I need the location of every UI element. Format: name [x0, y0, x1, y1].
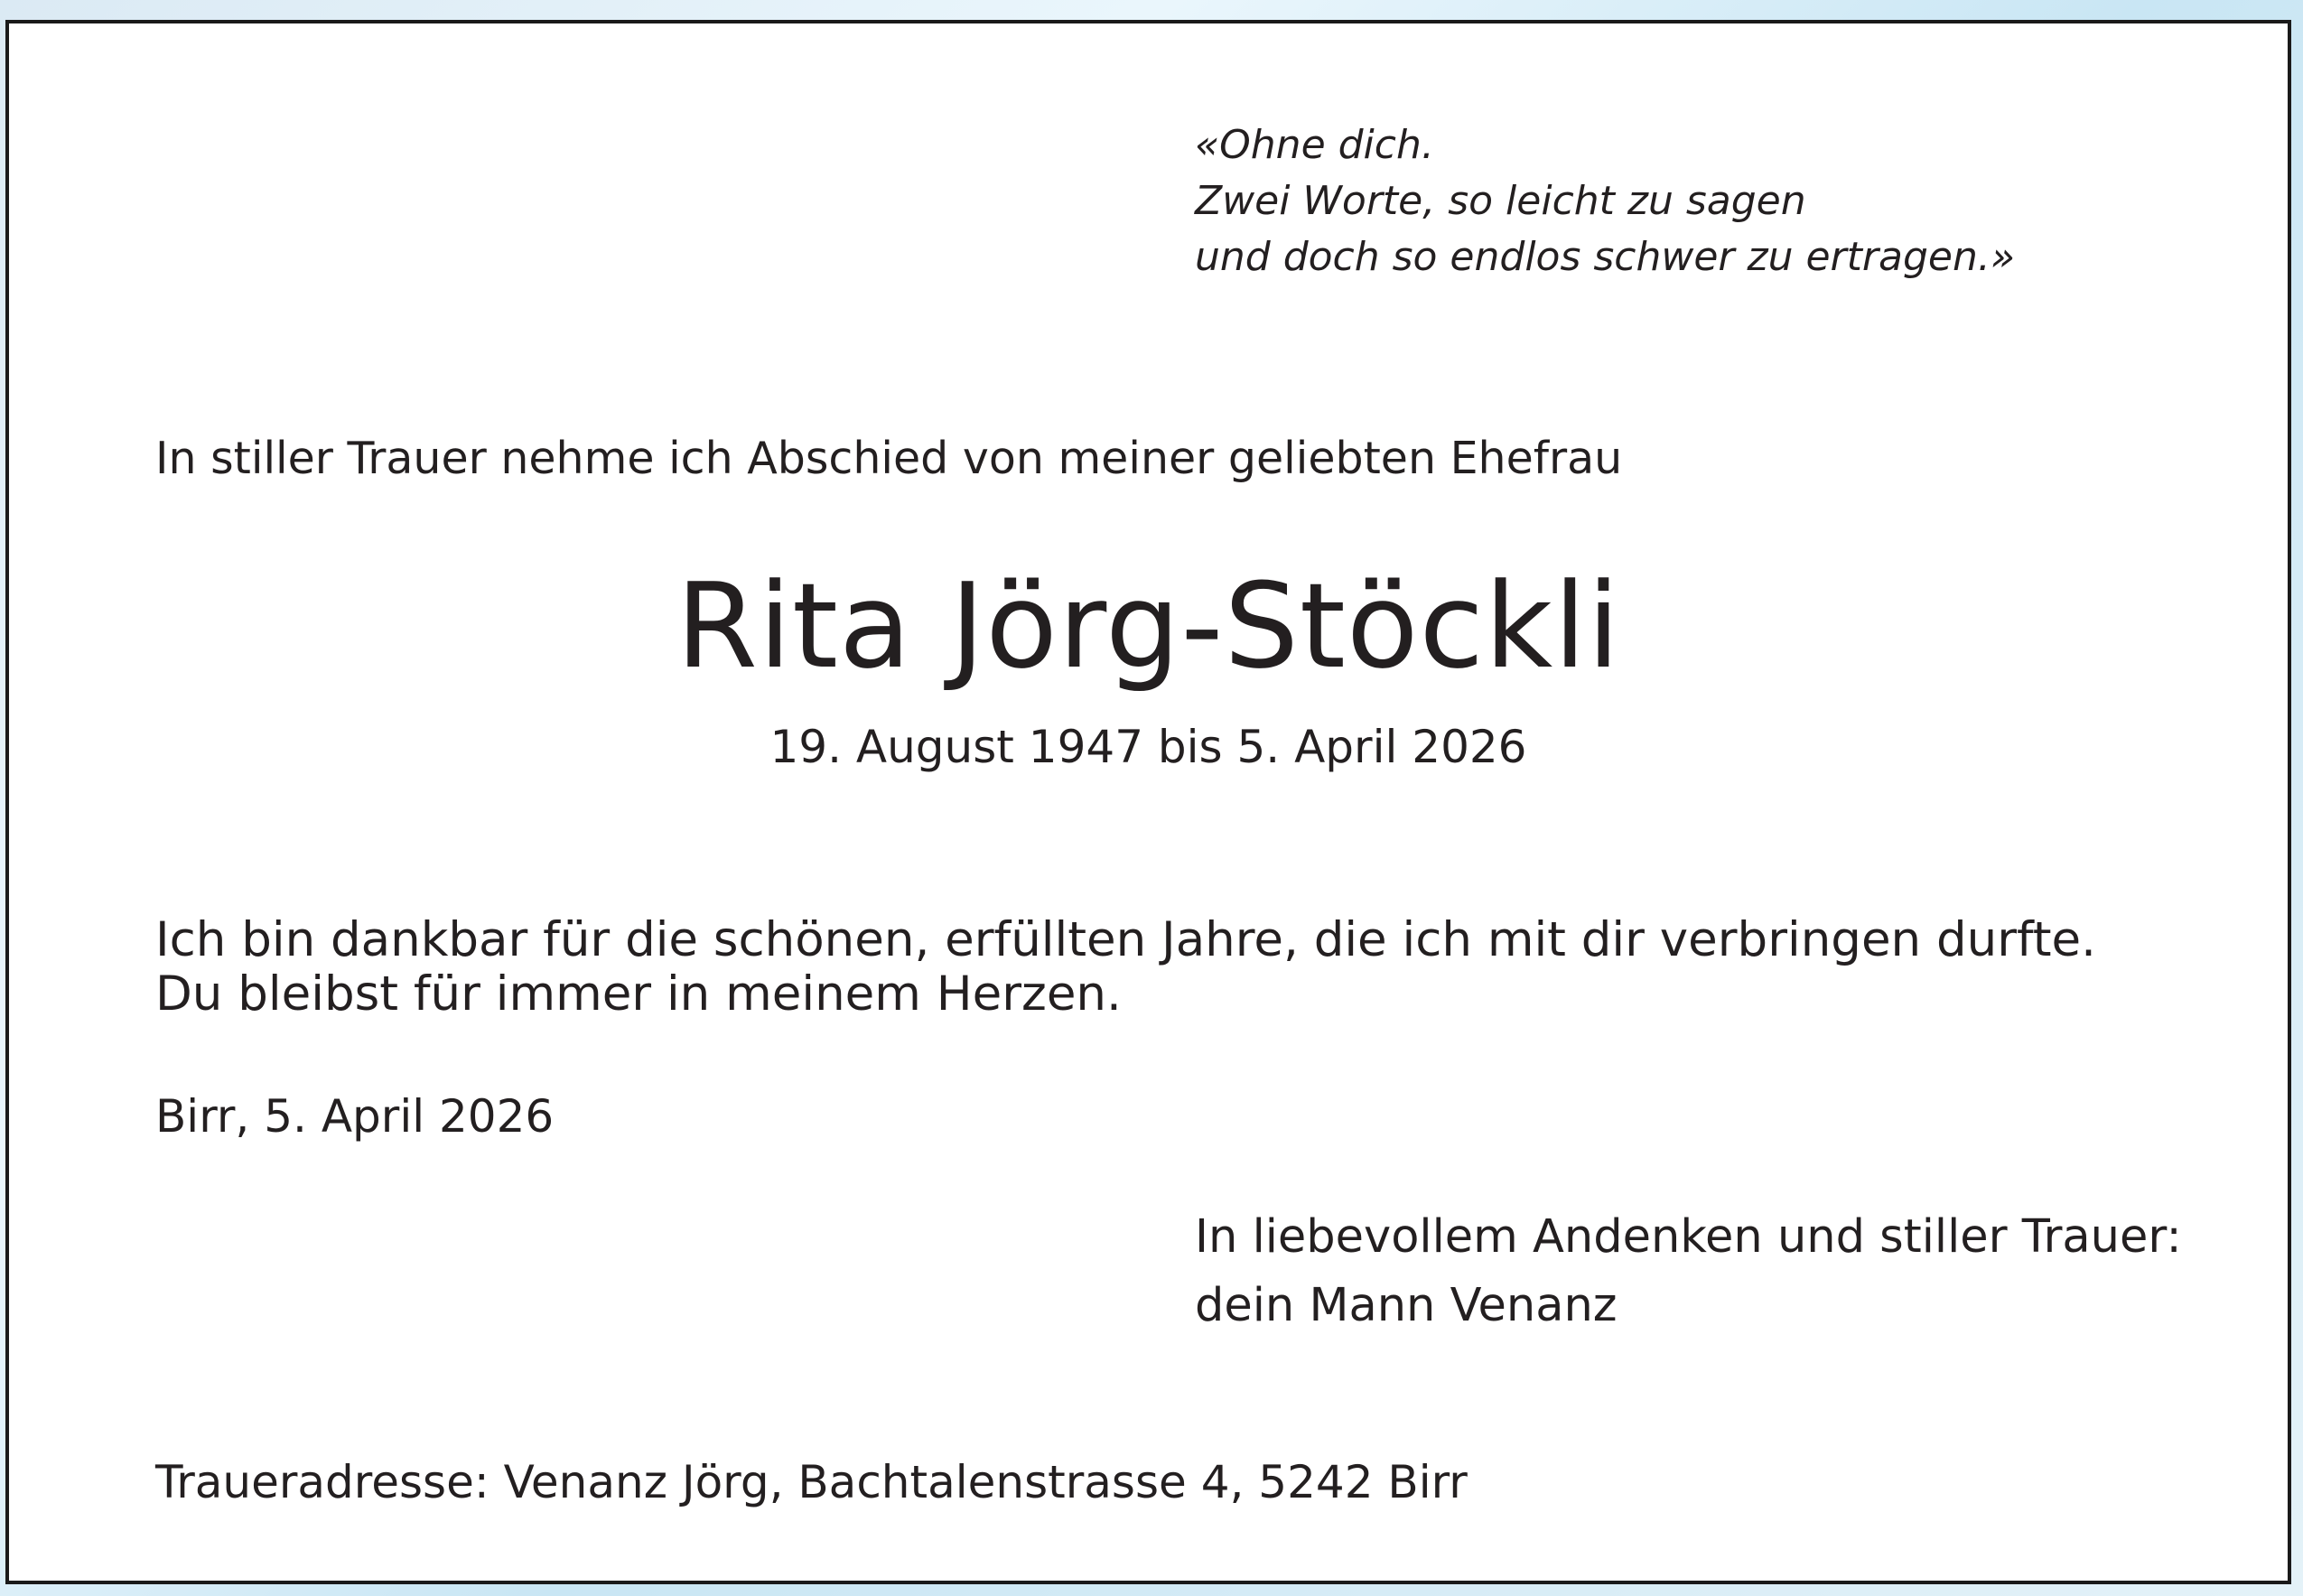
intro-text: In stiller Trauer nehme ich Abschied von meiner geliebten Ehefrau: [155, 433, 1623, 484]
deceased-name: Rita Jörg-Stöckli: [676, 557, 1621, 695]
closing-signature: [1195, 1203, 2182, 1340]
obituary-notice: [5, 20, 2291, 1584]
closing-line: In liebevollem Andenken und stiller Trauer:: [1195, 1210, 2182, 1264]
message-line: Ich bin dankbar für die schönen, erfüllten Jahre, die ich mit dir verbringen durfte.: [155, 912, 2096, 967]
message-line: Du bleibst für immer in meinem Herzen.: [155, 966, 1122, 1022]
quote-line: «Ohne dich.: [1195, 122, 1434, 168]
quote-line: und doch so endlos schwer zu ertragen.»: [1195, 234, 2015, 280]
quote-line: Zwei Worte, so leicht zu sagen: [1195, 178, 1806, 224]
mourning-address: Traueradresse: Venanz Jörg, Bachtalenstrasse 4, 5242 Birr: [155, 1456, 1468, 1508]
memorial-quote: [1195, 117, 2015, 285]
life-dates: 19. August 1947 bis 5. April 2026: [769, 721, 1527, 773]
signature-line: dein Mann Venanz: [1195, 1279, 1618, 1332]
place-and-date: Birr, 5. April 2026: [155, 1090, 555, 1143]
gratitude-message: [155, 913, 2096, 1022]
